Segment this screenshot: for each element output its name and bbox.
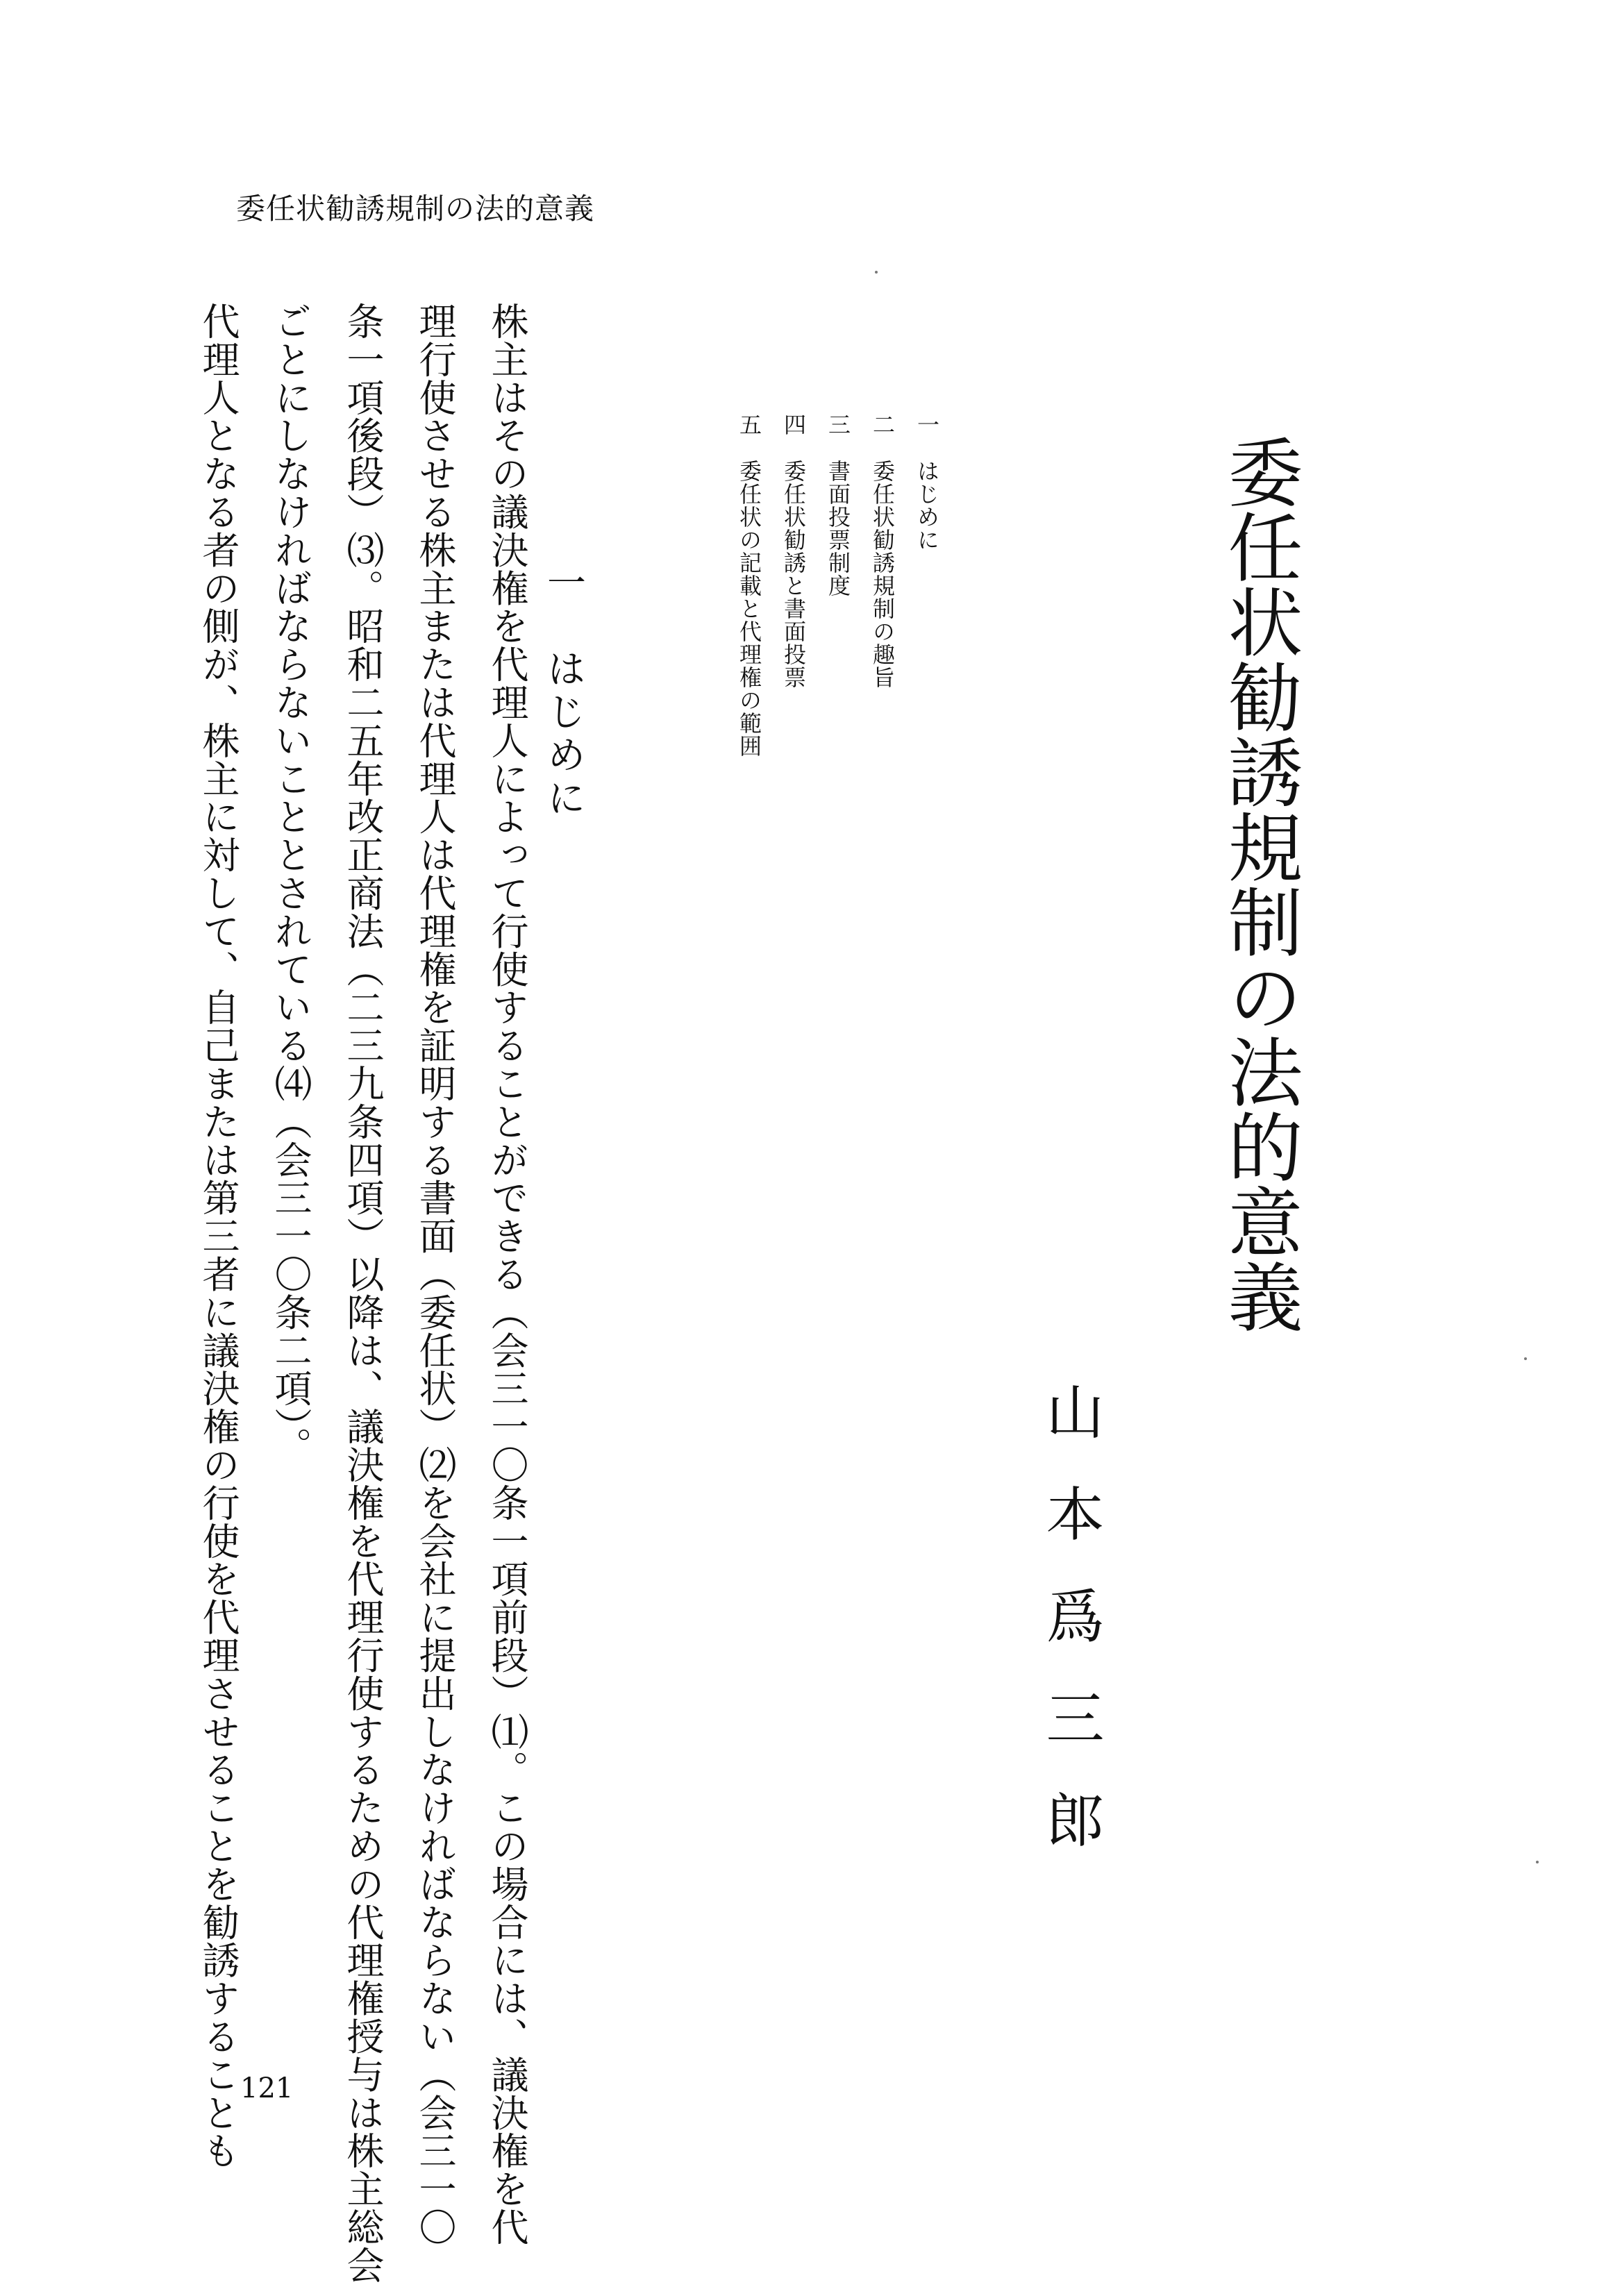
toc-item-number: 三 xyxy=(825,413,851,436)
body-line: ごとにしなければならないこととされている⑷（会三一〇条二項）。 xyxy=(269,302,312,1465)
body-line: 理行使させる株主または代理人は代理権を証明する書面（委任状）⑵を会社に提出しなければならない（会三一〇 xyxy=(413,302,457,2246)
toc-item[interactable] xyxy=(780,413,807,844)
toc-item[interactable] xyxy=(825,413,851,844)
body-line: 条一項後段）⑶。昭和二五年改正商法（二三九条四項）以降は、議決権を代理行使するための代理権授与は株主総会 xyxy=(341,302,385,2284)
article-title: 委任状勧誘規制の法的意義 xyxy=(1215,434,1302,1334)
toc-item-label: 委任状の記載と代理権の範囲 xyxy=(736,460,762,757)
scan-speck xyxy=(875,271,878,274)
body-line: 代理人となる者の側が、株主に対して、自己または第三者に議決権の行使を代理させることを勧誘することも xyxy=(197,302,240,2170)
toc-item-label: 書面投票制度 xyxy=(825,460,851,597)
table-of-contents xyxy=(736,413,940,844)
page-number: 121 xyxy=(240,2072,294,2104)
toc-item-label: はじめに xyxy=(914,460,940,551)
toc-item[interactable] xyxy=(736,413,762,844)
running-header: 委任状勧誘規制の法的意義 xyxy=(236,192,595,226)
toc-item-number: 一 xyxy=(914,413,940,436)
toc-item-number: 四 xyxy=(780,413,807,436)
section-heading: 一 はじめに xyxy=(541,562,586,821)
author-name: 山本爲三郎 xyxy=(1037,1382,1105,1892)
toc-item-number: 五 xyxy=(736,413,762,436)
scan-speck xyxy=(1536,1861,1539,1863)
toc-item[interactable] xyxy=(914,413,940,844)
body-line: 株主はその議決権を代理人によって行使することができる（会三一〇条一項前段）⑴。この場合には、議決権を代 xyxy=(485,302,529,2246)
toc-item-label: 委任状勧誘と書面投票 xyxy=(780,460,807,689)
toc-item-number: 二 xyxy=(869,413,896,436)
toc-item-label: 委任状勧誘規制の趣旨 xyxy=(869,460,896,689)
toc-item[interactable] xyxy=(869,413,896,844)
scan-speck xyxy=(1524,1357,1527,1360)
